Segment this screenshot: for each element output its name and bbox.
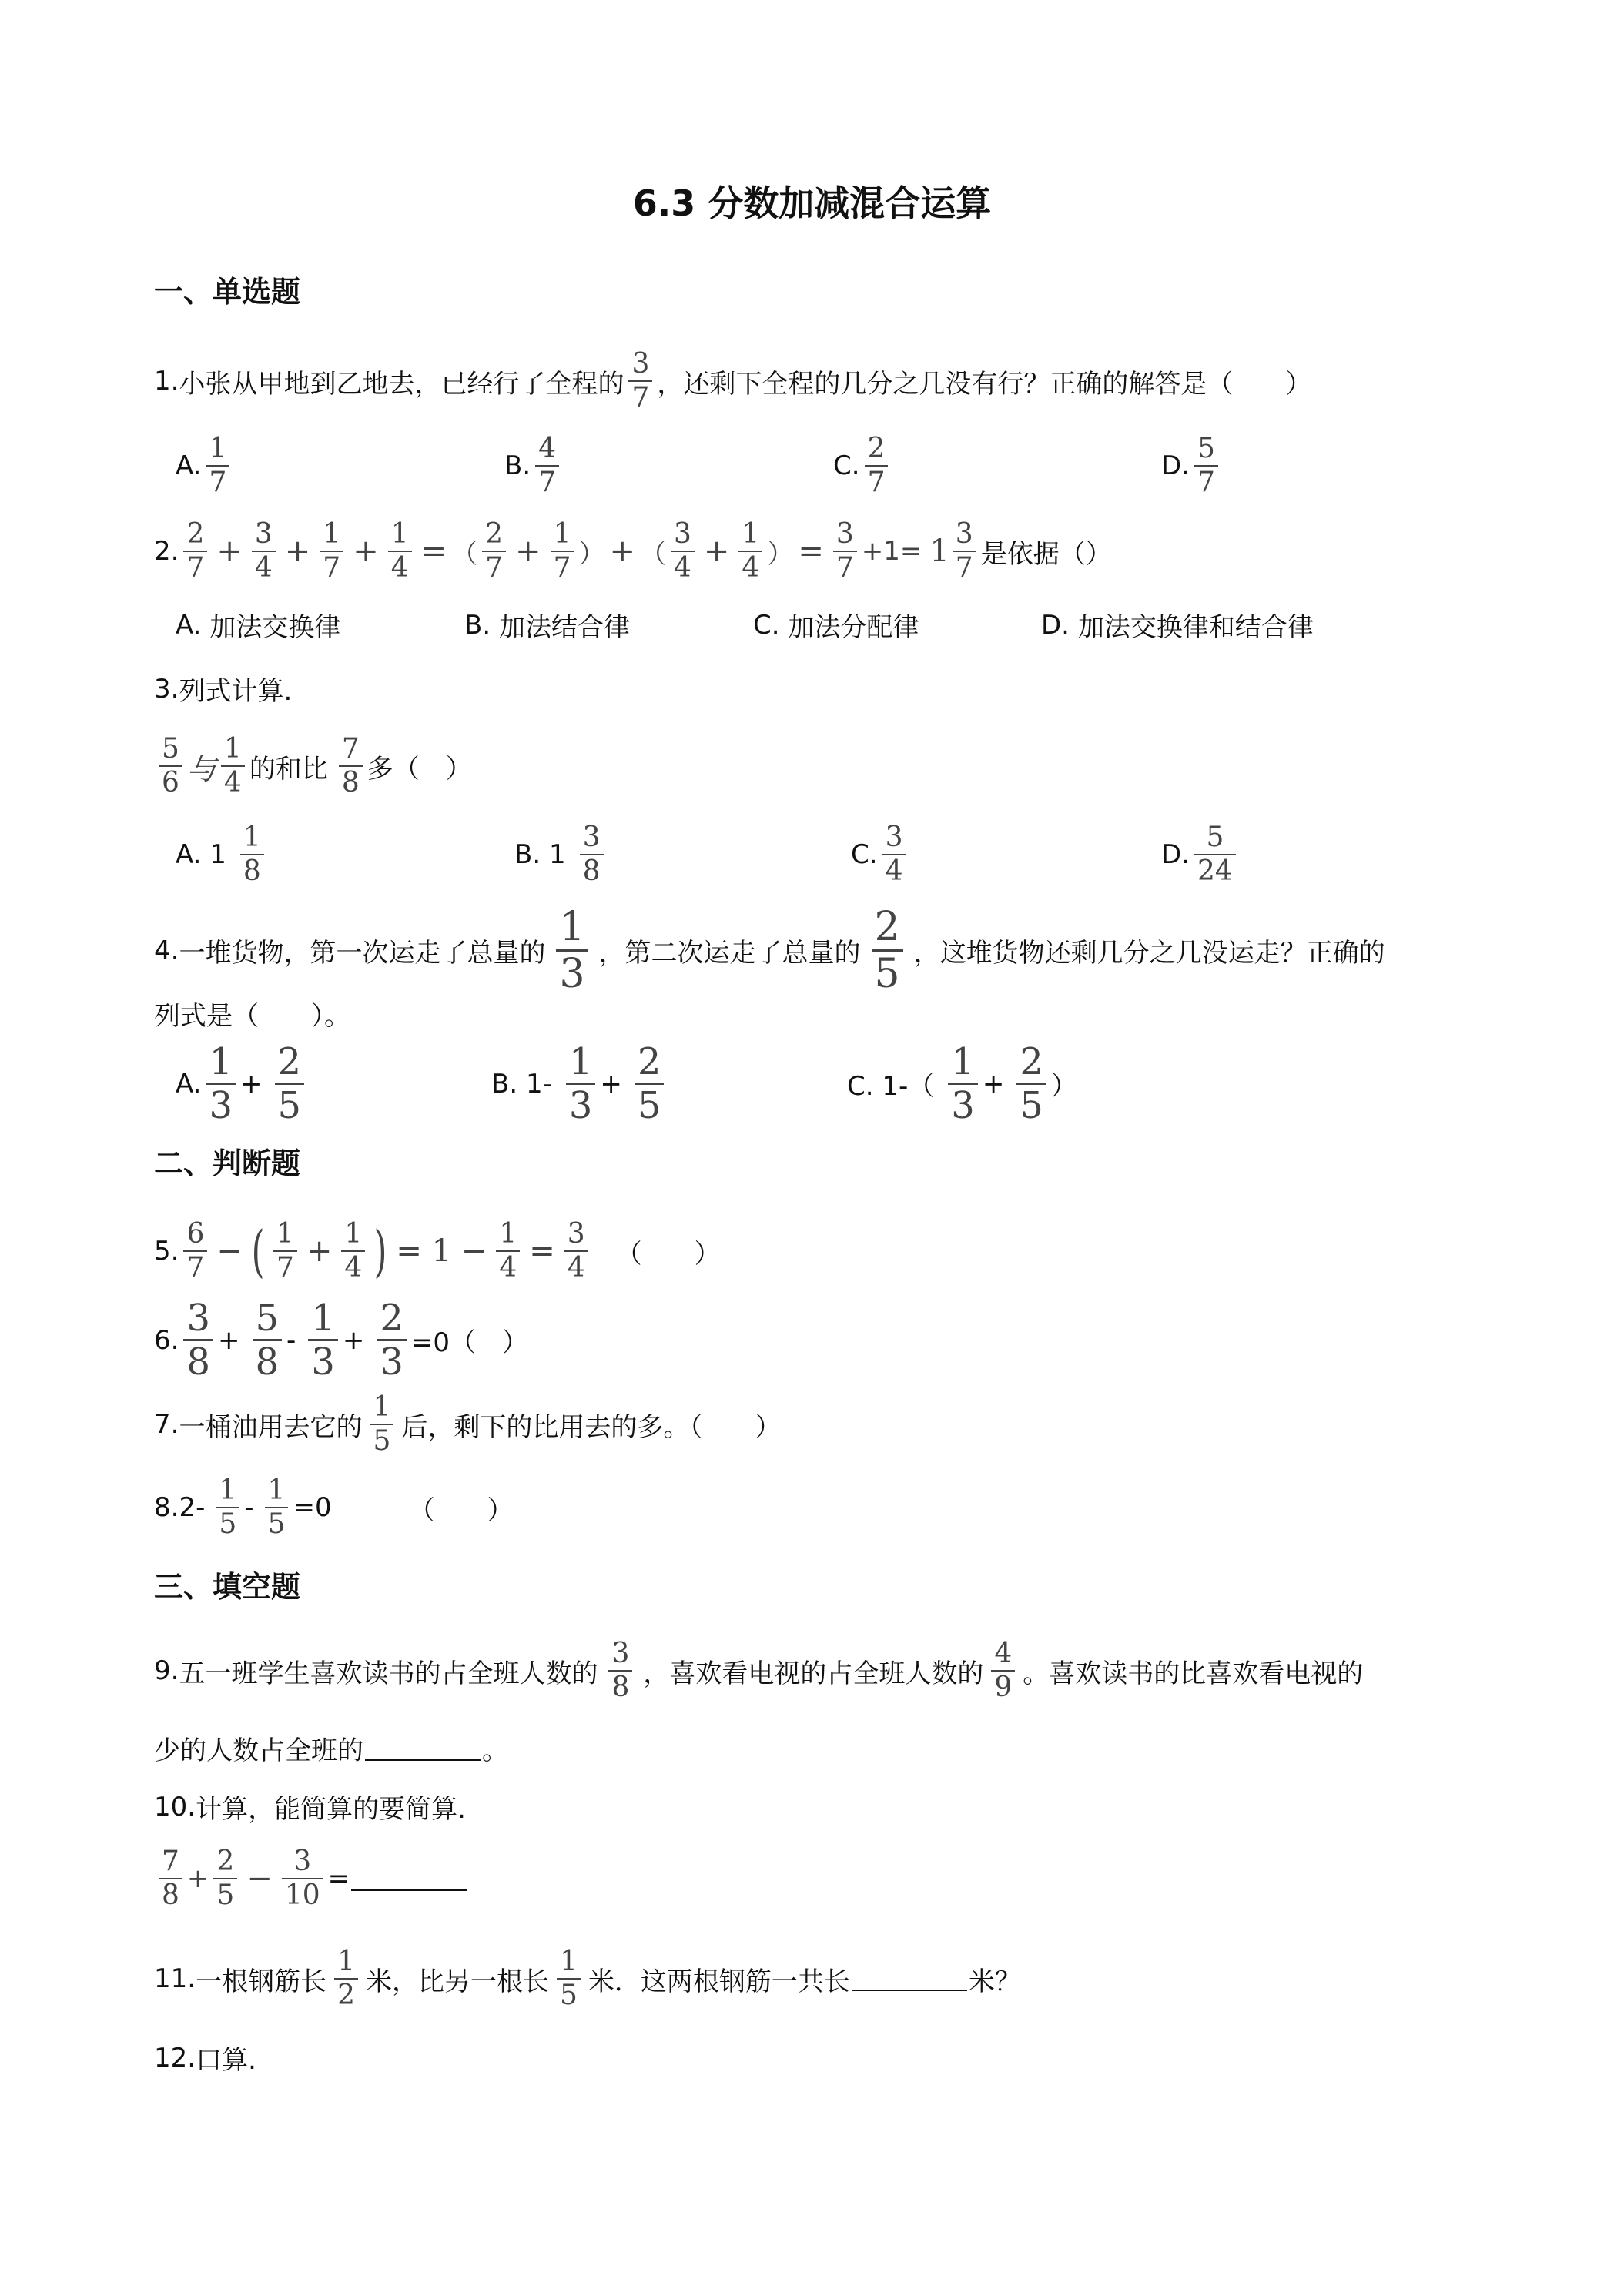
fraction: $\frac{2}{5}$ (213, 1848, 237, 1909)
answer-blank[interactable] (852, 1966, 967, 1991)
answer-blank[interactable] (365, 1736, 481, 1761)
option-a[interactable]: A. 加法交换律 (176, 609, 341, 643)
question-text: 列式计算. (179, 676, 293, 707)
fraction: $\frac{1}{3}$ (566, 1043, 596, 1124)
question-2: 2. $\frac{2}{7}$ + $\frac{3}{4}$ + $\frac{1}{7}$ + $\frac{1}{4}$ = （ $\frac{2}{7}$ + $\frac{1}{7}$ ） + （ $\frac{3}{4}$ + $\frac{1}{4}$ ） = $\frac{3}{7}$ +1= 1 $\frac{3}{7}$ 是依据（） (154, 518, 1112, 584)
question-3-expression: $\frac{5}{6}$ 与 $\frac{1}{4}$ 的和比 $\frac{7}{8}$ 多（ ） (154, 735, 472, 797)
fraction: $\frac{1}{8}$ (240, 824, 264, 885)
question-number: 9. (154, 1655, 179, 1686)
question-9 (154, 1640, 1363, 1702)
fraction: $\frac{1}{5}$ (216, 1477, 239, 1538)
answer-parenthesis[interactable]: （ ） (615, 1238, 721, 1270)
question-text: 五一班学生喜欢读书的占全班人数的 (179, 1658, 598, 1689)
fraction: $\frac{3}{7}$ (833, 520, 857, 582)
question-text: 小张从甲地到乙地去，已经行了全程的 (179, 368, 624, 400)
question-4 (154, 904, 1385, 997)
question-number: 7. (154, 1409, 179, 1440)
question-text: 一堆货物，第一次运走了总量的 (179, 938, 546, 969)
question-number: 6. (154, 1324, 179, 1356)
fraction: $\frac{1}{3}$ (206, 1043, 236, 1124)
fraction: $\frac{2}{5}$ (1016, 1043, 1046, 1124)
fraction: $\frac{1}{3}$ (308, 1300, 338, 1381)
question-number: 1. (154, 366, 179, 397)
option-c[interactable]: C. $\frac{2}{7}$ (833, 435, 892, 497)
question-number: 11. (154, 1963, 196, 1994)
fraction: $\frac{1}{3}$ (948, 1043, 978, 1124)
fraction: $\frac{1}{7}$ (320, 520, 343, 582)
fraction: $\frac{1}{7}$ (273, 1220, 297, 1282)
fraction: $\frac{1}{7}$ (206, 435, 229, 497)
fraction: $\frac{2}{5}$ (275, 1043, 305, 1124)
option-d[interactable]: D. $\frac{5}{24}$ (1161, 824, 1241, 885)
fraction: $\frac{5}{24}$ (1194, 824, 1236, 885)
option-a[interactable]: A. $\frac{1}{3}$ + $\frac{2}{5}$ (176, 1043, 309, 1124)
fraction: $\frac{3}{4}$ (882, 824, 906, 885)
fraction: $\frac{3}{8}$ (580, 824, 604, 885)
question-number: 10. (154, 1791, 196, 1822)
fraction: $\frac{1}{7}$ (551, 520, 574, 582)
fraction: $\frac{3}{4}$ (564, 1220, 588, 1282)
fraction: $\frac{5}{6}$ (159, 735, 182, 797)
option-c[interactable]: C. 1-（ $\frac{1}{3}$ + $\frac{2}{5}$ ） (847, 1040, 1077, 1127)
fraction: $\frac{7}{8}$ (339, 735, 363, 797)
question-8: 8. 2- $\frac{1}{5}$ - $\frac{1}{5}$ =0 （ ） (154, 1474, 514, 1540)
option-b[interactable]: B. 加法结合律 (464, 609, 630, 643)
fraction: $\frac{5}{8}$ (253, 1300, 283, 1381)
question-text: 米．这两根钢筋一共长 (588, 1966, 850, 1997)
fraction: $\frac{2}{5}$ (635, 1043, 665, 1124)
question-text: 。喜欢读书的比喜欢看电视的 (1023, 1658, 1364, 1689)
question-text: ，第二次运走了总量的 (598, 938, 861, 969)
section-heading-single-choice: 一、单选题 (154, 275, 301, 309)
question-text: 少的人数占全班的 (154, 1735, 363, 1766)
fraction: $\frac{3}{4}$ (671, 520, 695, 582)
question-3 (154, 670, 292, 708)
fraction: $\frac{1}{4}$ (738, 520, 762, 582)
fraction: $\frac{3}{4}$ (252, 520, 276, 582)
question-text: 口算. (196, 2045, 256, 2076)
question-7 (154, 1391, 782, 1457)
fraction: $\frac{3}{10}$ (282, 1848, 323, 1909)
question-6: 6. $\frac{3}{8}$ + $\frac{5}{8}$ - $\frac{1}{3}$ + $\frac{2}{3}$ =0（ ） (154, 1297, 529, 1384)
option-d[interactable]: D. $\frac{5}{7}$ (1161, 435, 1223, 497)
question-number: 5. (154, 1236, 179, 1267)
fraction: $\frac{1}{2}$ (334, 1948, 358, 2010)
question-9-continuation: 少的人数占全班的 。 (154, 1729, 508, 1767)
fraction: $\frac{3}{8}$ (608, 1640, 632, 1702)
question-10 (154, 1788, 466, 1826)
fraction: $\frac{2}{7}$ (183, 520, 207, 582)
fraction: $\frac{2}{5}$ (872, 907, 903, 994)
option-b[interactable]: B. 1 $\frac{3}{8}$ (514, 824, 608, 885)
fraction: $\frac{1}{5}$ (557, 1948, 581, 2010)
question-1 (154, 350, 1311, 412)
answer-parenthesis[interactable]: （ ） (408, 1494, 514, 1526)
answer-blank[interactable] (351, 1866, 467, 1891)
question-12 (154, 2039, 256, 2077)
option-a[interactable]: A. 1 $\frac{1}{8}$ (176, 824, 269, 885)
section-heading-fill-blank: 三、填空题 (154, 1570, 301, 1604)
fraction: $\frac{4}{7}$ (535, 435, 559, 497)
question-10-expression: $\frac{7}{8}$ + $\frac{2}{5}$ − $\frac{3}{10}$ = (154, 1848, 468, 1909)
fraction: $\frac{1}{5}$ (370, 1394, 393, 1455)
question-number: 12. (154, 2042, 196, 2073)
question-text: 一根钢筋长 (196, 1966, 327, 1997)
question-number: 4. (154, 935, 179, 966)
fraction: $\frac{1}{5}$ (265, 1477, 289, 1538)
fraction: $\frac{1}{4}$ (496, 1220, 520, 1282)
question-text: 计算，能简算的要简算. (196, 1794, 466, 1825)
fraction: $\frac{3}{7}$ (628, 350, 652, 412)
question-text: 是依据（） (980, 538, 1112, 570)
fraction: $\frac{6}{7}$ (183, 1220, 207, 1282)
question-text: 一桶油用去它的 (179, 1411, 363, 1443)
question-text: ，还剩下全程的几分之几没有行？正确的解答是（ ） (657, 368, 1312, 400)
mixed-number: 1 $\frac{3}{7}$ (929, 520, 980, 582)
option-c[interactable]: C. $\frac{3}{4}$ (851, 824, 910, 885)
fraction: $\frac{2}{7}$ (865, 435, 889, 497)
option-c[interactable]: C. 加法分配律 (753, 609, 919, 643)
fraction: $\frac{2}{7}$ (482, 520, 506, 582)
question-5: 5. $\frac{6}{7}$ − ( $\frac{1}{7}$ + $\frac{1}{4}$ ) = 1 − $\frac{1}{4}$ = $\frac{3}{4}$ （ ） (154, 1218, 721, 1284)
fraction: $\frac{3}{8}$ (183, 1300, 213, 1381)
option-b[interactable]: B. $\frac{4}{7}$ (504, 435, 564, 497)
question-number: 8. (154, 1492, 179, 1523)
option-b[interactable]: B. 1- $\frac{1}{3}$ + $\frac{2}{5}$ (491, 1043, 668, 1124)
question-text: ，喜欢看电视的占全班人数的 (643, 1658, 984, 1689)
question-text: 米？ (968, 1966, 1021, 1997)
question-text: 米，比另一根长 (365, 1966, 549, 1997)
question-text: ，这堆货物还剩几分之几没运走？正确的 (913, 938, 1385, 969)
option-d[interactable]: D. 加法交换律和结合律 (1041, 609, 1314, 643)
fraction: $\frac{1}{4}$ (388, 520, 412, 582)
fraction: $\frac{5}{7}$ (1194, 435, 1218, 497)
fraction: $\frac{2}{3}$ (377, 1300, 407, 1381)
fraction: $\frac{1}{4}$ (221, 735, 245, 797)
section-heading-true-false: 二、判断题 (154, 1146, 301, 1180)
page-title: 6.3 分数加减混合运算 (632, 182, 992, 224)
question-4-continuation: 列式是（ ）。 (154, 1001, 350, 1032)
fraction: $\frac{4}{9}$ (991, 1640, 1015, 1702)
question-text: 后，剩下的比用去的多。（ ） (401, 1411, 782, 1443)
option-a[interactable]: A. $\frac{1}{7}$ (176, 435, 234, 497)
question-number: 2. (154, 536, 179, 567)
fraction: $\frac{7}{8}$ (159, 1848, 182, 1909)
question-number: 3. (154, 673, 179, 705)
question-11 (154, 1948, 1021, 2010)
fraction: $\frac{1}{4}$ (341, 1220, 365, 1282)
question-text: 的和比 (249, 753, 328, 785)
question-text: 多（ ） (367, 753, 472, 785)
fraction: $\frac{1}{3}$ (556, 907, 588, 994)
